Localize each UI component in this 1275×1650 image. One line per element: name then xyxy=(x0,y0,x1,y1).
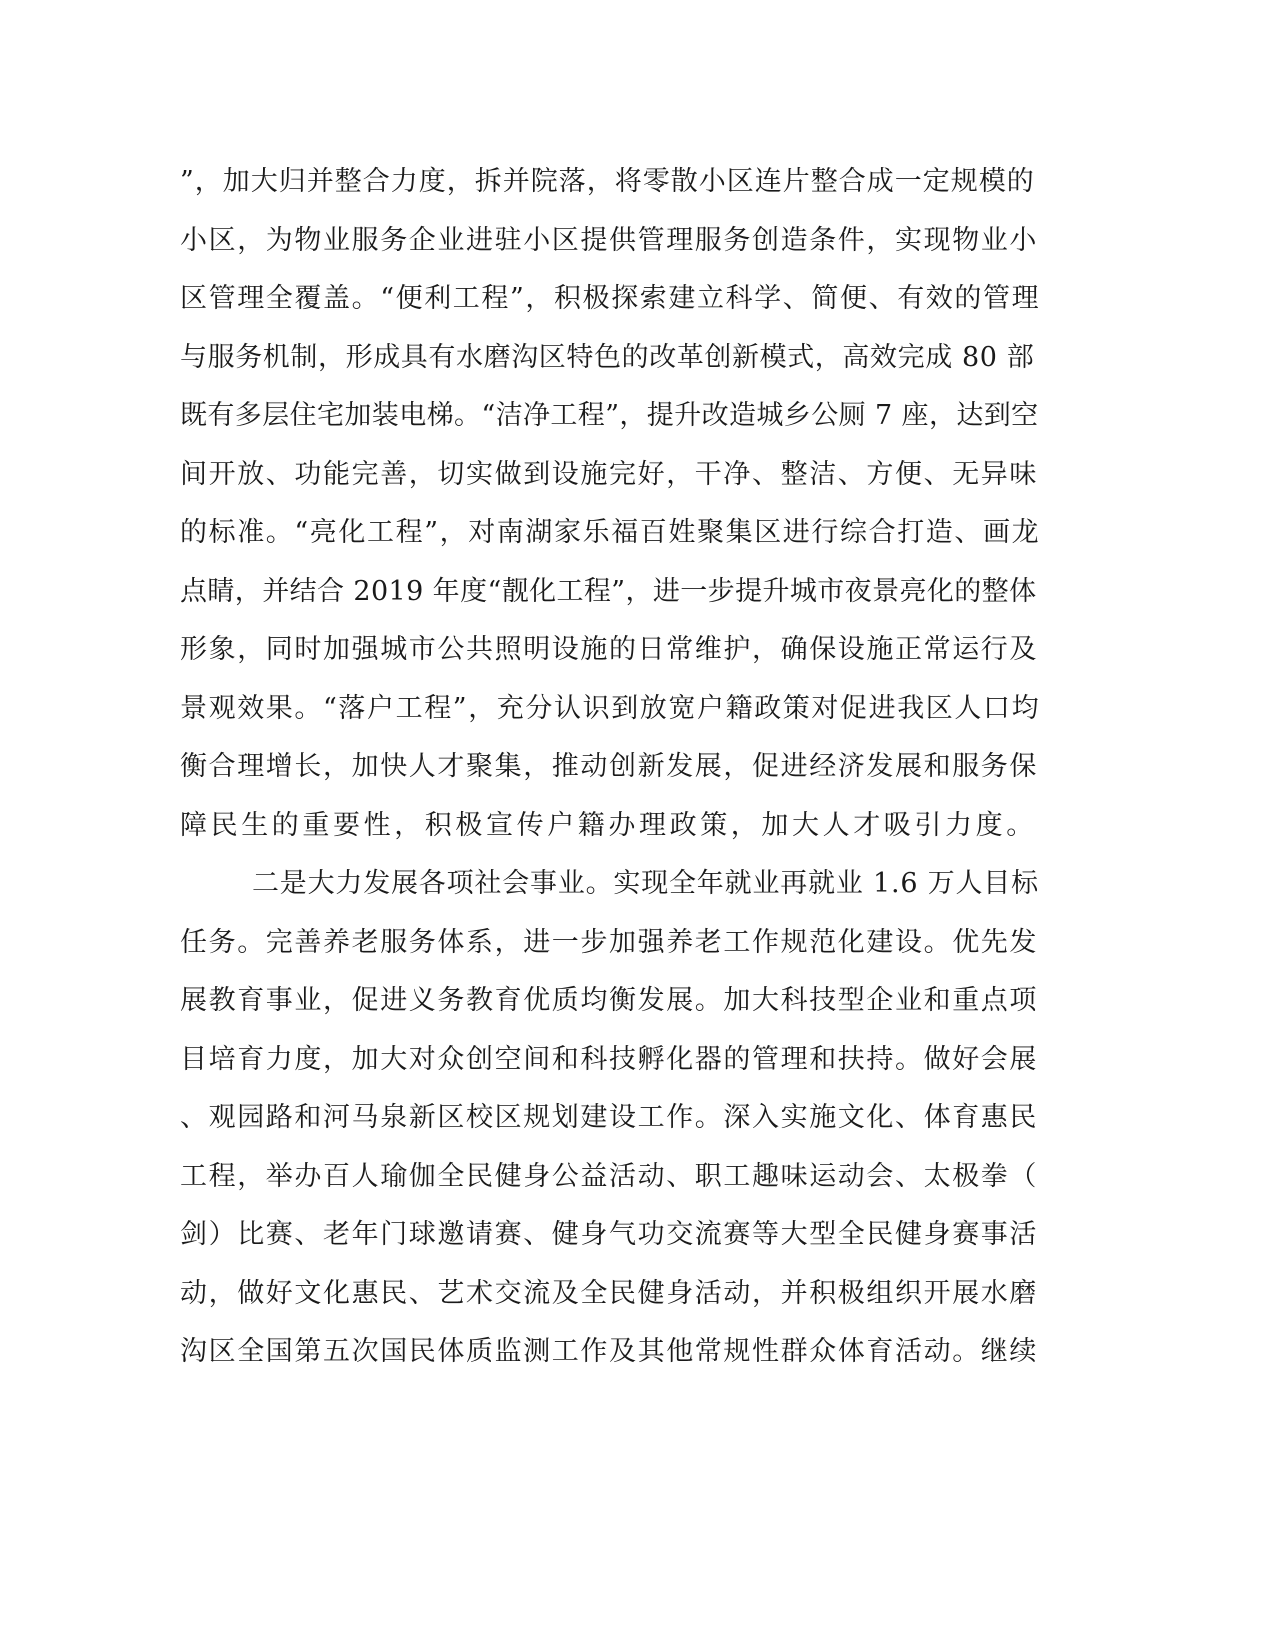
paragraph-line: 沟区全国第五次国民体质监测工作及其他常规性群众体育活动。继续 xyxy=(180,1336,1038,1367)
paragraph-line: 展教育事业，促进义务教育优质均衡发展。加大科技型企业和重点项 xyxy=(180,985,1038,1016)
paragraph-line: 既有多层住宅加装电梯。“洁净工程”，提升改造城乡公厕 7 座，达到空 xyxy=(180,400,1039,431)
paragraph-line: 目培育力度，加大对众创空间和科技孵化器的管理和扶持。做好会展 xyxy=(180,1044,1038,1075)
paragraph-line: ”，加大归并整合力度，拆并院落，将零散小区连片整合成一定规模的 xyxy=(180,166,1035,197)
paragraph-line: 障民生的重要性，积极宣传户籍办理政策，加大人才吸引力度。 xyxy=(180,810,1037,841)
paragraph-line: 动，做好文化惠民、艺术交流及全民健身活动，并积极组织开展水磨 xyxy=(180,1278,1038,1309)
paragraph-line: 小区，为物业服务企业进驻小区提供管理服务创造条件，实现物业小 xyxy=(180,225,1038,256)
paragraph-line: 的标准。“亮化工程”，对南湖家乐福百姓聚集区进行综合打造、画龙 xyxy=(180,517,1041,548)
paragraph-line: 间开放、功能完善，切实做到设施完好，干净、整洁、方便、无异味 xyxy=(180,459,1038,490)
paragraph-line: 形象，同时加强城市公共照明设施的日常维护，确保设施正常运行及 xyxy=(180,634,1038,665)
paragraph-first-line: 二是大力发展各项社会事业。实现全年就业再就业 1.6 万人目标 xyxy=(252,868,1039,899)
paragraph-line: 、观园路和河马泉新区校区规划建设工作。深入实施文化、体育惠民 xyxy=(180,1102,1038,1133)
paragraph-line: 剑）比赛、老年门球邀请赛、健身气功交流赛等大型全民健身赛事活 xyxy=(180,1219,1038,1250)
paragraph-line: 工程，举办百人瑜伽全民健身公益活动、职工趣味运动会、太极拳（ xyxy=(180,1161,1038,1192)
paragraph-line: 与服务机制，形成具有水磨沟区特色的改革创新模式，高效完成 80 部 xyxy=(180,342,1035,373)
paragraph-line: 点睛，并结合 2019 年度“靓化工程”，进一步提升城市夜景亮化的整体 xyxy=(180,576,1037,607)
paragraph-line: 区管理全覆盖。“便利工程”，积极探索建立科学、简便、有效的管理 xyxy=(180,283,1041,314)
paragraph-line: 任务。完善养老服务体系，进一步加强养老工作规范化建设。优先发 xyxy=(180,927,1038,958)
paragraph-line: 衡合理增长，加快人才聚集，推动创新发展，促进经济发展和服务保 xyxy=(180,751,1038,782)
paragraph-line: 景观效果。“落户工程”，充分认识到放宽户籍政策对促进我区人口均 xyxy=(180,693,1041,724)
